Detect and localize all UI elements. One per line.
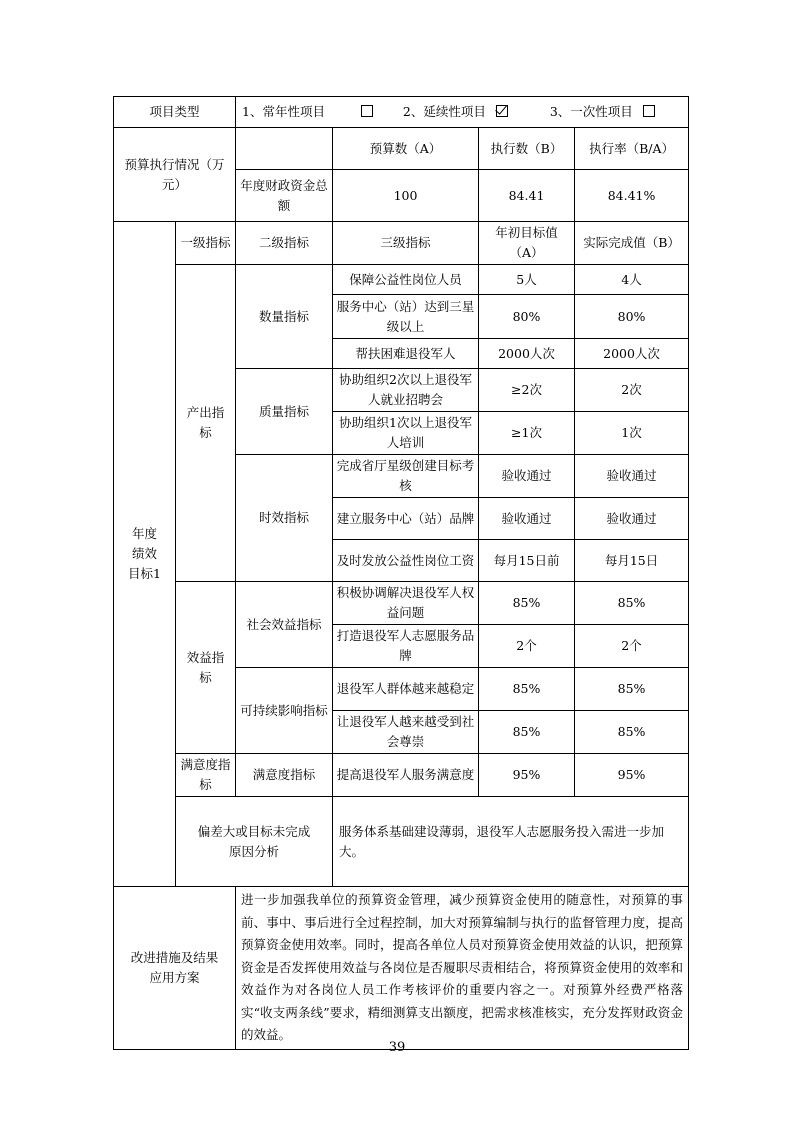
indicator-name: 退役军人群体越来越稳定 [333,668,479,711]
checkbox-regular[interactable] [361,105,373,117]
indicator-name: 打造退役军人志愿服务品牌 [333,625,479,668]
project-type-options [236,97,689,128]
option-onetime: 3、一次性项目 [549,104,633,119]
indicator-target: 85% [479,582,575,625]
level2-social: 社会效益指标 [236,582,333,668]
indicator-actual: 85% [575,711,689,754]
indicator-target: ≥2次 [479,369,575,412]
budget-row-label: 年度财政资金总额 [236,170,333,222]
improvement-label: 改进措施及结果应用方案 [114,887,236,1050]
project-type-label: 项目类型 [114,97,236,128]
indicator-name: 协助组织2次以上退役军人就业招聘会 [333,369,479,412]
indicator-target: 85% [479,668,575,711]
goal-label: 年度绩效目标1 [114,222,176,887]
indicator-name: 帮扶困难退役军人 [333,339,479,369]
indicator-actual: 每月15日 [575,540,689,582]
indicator-target: 验收通过 [479,498,575,540]
indicator-actual: 验收通过 [575,455,689,498]
indicator-actual: 2个 [575,625,689,668]
budget-header-rate: 执行率（B/A） [575,128,689,170]
deviation-label: 偏差大或目标未完成原因分析 [176,797,333,887]
header-actual: 实际完成值（B） [575,222,689,265]
budget-label: 预算执行情况（万元） [114,128,236,222]
indicator-name: 及时发放公益性岗位工资 [333,540,479,582]
indicator-name: 服务中心（站）达到三星级以上 [333,295,479,339]
option-continuing: 2、延续性项目 [402,104,486,119]
header-level3: 三级指标 [333,222,479,265]
budget-header-budget: 预算数（A） [333,128,479,170]
indicator-actual: 4人 [575,265,689,295]
level2-satisfaction: 满意度指标 [236,754,333,797]
indicator-actual: 1次 [575,412,689,455]
indicator-name: 建立服务中心（站）品牌 [333,498,479,540]
exec-value: 84.41 [479,170,575,222]
level2-quality: 质量指标 [236,369,333,455]
indicator-name: 让退役军人越来越受到社会尊崇 [333,711,479,754]
level1-output: 产出指标 [176,265,236,582]
rate-value: 84.41% [575,170,689,222]
option-regular: 1、常年性项目 [242,104,325,119]
indicator-name: 协助组织1次以上退役军人培训 [333,412,479,455]
checkbox-continuing[interactable] [496,105,508,117]
indicator-target: 85% [479,711,575,754]
indicator-name: 提高退役军人服务满意度 [333,754,479,797]
indicator-target: 每月15日前 [479,540,575,582]
level2-timeliness: 时效指标 [236,455,333,582]
indicator-actual: 80% [575,295,689,339]
improvement-text: 进一步加强我单位的预算资金管理，减少预算资金使用的随意性，对预算的事前、事中、事后进行全过程控制，加大对预算编制与执行的监督管理力度，提高预算资金使用效率。同时，提高各单位人员对预算资金使用效益的认识，把预算资金是否发挥使用效益与各岗位是否履职尽责相结合，将预算资金使用的效率和效益作为对各岗位人员工作考核评价的重要内容之一。对预算外经费严格落实“收支两条线”要求，精细测算支出额度，把需求核准核实，充分发挥财政资金的效益。 [236,887,689,1050]
indicator-actual: 验收通过 [575,498,689,540]
level2-sustainable: 可持续影响指标 [236,668,333,754]
budget-blank-header [236,128,333,170]
page-number: 39 [388,1040,406,1055]
level1-satisfaction: 满意度指标 [176,754,236,797]
indicator-target: 验收通过 [479,455,575,498]
header-level1: 一级指标 [176,222,236,265]
header-level2: 二级指标 [236,222,333,265]
indicator-actual: 85% [575,582,689,625]
indicator-target: 5人 [479,265,575,295]
indicator-target: 80% [479,295,575,339]
indicator-actual: 85% [575,668,689,711]
indicator-target: 2个 [479,625,575,668]
checkbox-onetime[interactable] [643,105,655,117]
indicator-name: 保障公益性岗位人员 [333,265,479,295]
indicator-target: ≥1次 [479,412,575,455]
level2-quantity: 数量指标 [236,265,333,369]
indicator-target: 95% [479,754,575,797]
header-target: 年初目标值（A） [479,222,575,265]
indicator-target: 2000人次 [479,339,575,369]
budget-header-exec: 执行数（B） [479,128,575,170]
indicator-name: 积极协调解决退役军人权益问题 [333,582,479,625]
level1-benefit: 效益指标 [176,582,236,754]
performance-table [113,96,689,1050]
deviation-text: 服务体系基础建设薄弱，退役军人志愿服务投入需进一步加大。 [333,797,689,887]
indicator-actual: 2000人次 [575,339,689,369]
indicator-actual: 2次 [575,369,689,412]
indicator-actual: 95% [575,754,689,797]
budget-value: 100 [333,170,479,222]
indicator-name: 完成省厅星级创建目标考核 [333,455,479,498]
